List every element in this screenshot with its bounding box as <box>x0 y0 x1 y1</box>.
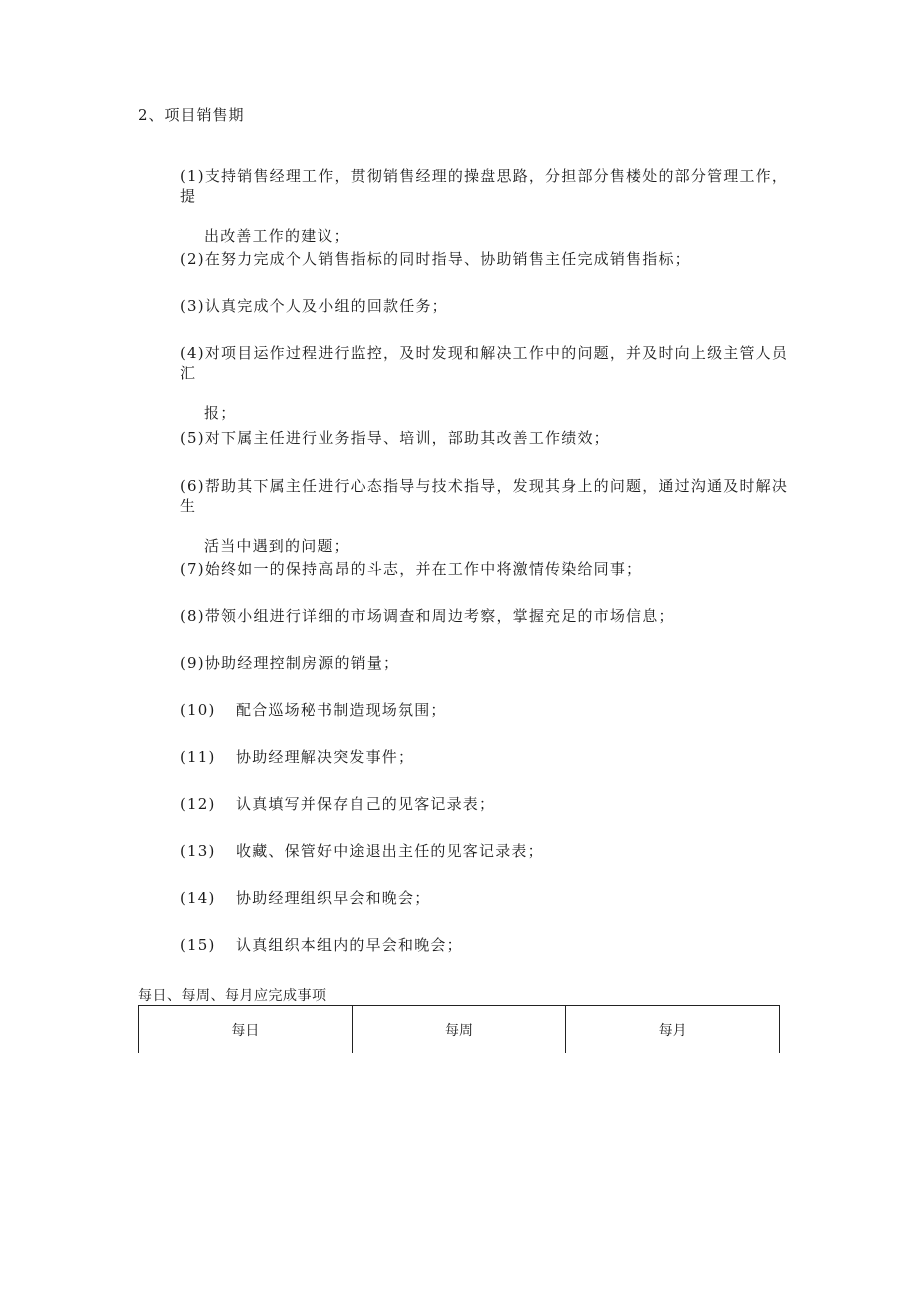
item-text: 协助经理解决突发事件； <box>236 748 415 766</box>
list-item <box>180 428 790 448</box>
item-number: (13) <box>180 842 216 860</box>
tasks-table <box>138 1005 780 1053</box>
item-text: 认真组织本组内的早会和晚会； <box>236 936 463 954</box>
table-header-monthly: 每月 <box>658 1022 687 1039</box>
list-item <box>180 606 790 626</box>
item-number: (6) <box>180 477 205 495</box>
list-item <box>180 841 790 861</box>
item-text: 配合巡场秘书制造现场氛围； <box>236 701 447 719</box>
list-item <box>180 888 790 908</box>
item-number: (10) <box>180 701 216 719</box>
item-number: (8) <box>180 607 205 625</box>
item-text: 帮助其下属主任进行心态指导与技术指导，发现其身上的问题，通过沟通及时解决生 <box>180 477 789 515</box>
item-number: (7) <box>180 560 205 578</box>
list-item <box>180 343 790 423</box>
item-text: 在努力完成个人销售指标的同时指导、协助销售主任完成销售指标； <box>204 250 691 268</box>
list-item <box>180 296 790 316</box>
item-number: (15) <box>180 936 216 954</box>
item-number: (5) <box>180 429 205 447</box>
item-text-continued: 活当中遇到的问题； <box>204 537 350 555</box>
list-item <box>180 653 790 673</box>
item-text: 认真填写并保存自己的见客记录表； <box>236 795 496 813</box>
list-item <box>180 747 790 767</box>
section-heading: 2、项目销售期 <box>138 106 245 124</box>
item-text: 认真完成个人及小组的回款任务； <box>204 297 448 315</box>
item-number: (9) <box>180 654 205 672</box>
item-text: 支持销售经理工作，贯彻销售经理的操盘思路，分担部分售楼处的部分管理工作，提 <box>180 167 789 205</box>
list-item <box>180 559 790 579</box>
item-number: (4) <box>180 344 205 362</box>
item-text: 协助经理控制房源的销量； <box>204 654 400 672</box>
list-item <box>180 935 790 955</box>
item-text-continued: 报； <box>204 404 237 422</box>
item-text-continued: 出改善工作的建议； <box>204 227 350 245</box>
item-text: 对项目运作过程进行监控，及时发现和解决工作中的问题，并及时向上级主管人员汇 <box>180 344 789 382</box>
item-number: (11) <box>180 748 216 766</box>
item-number: (3) <box>180 297 205 315</box>
item-number: (14) <box>180 889 216 907</box>
item-text: 始终如一的保持高昂的斗志，并在工作中将激情传染给同事； <box>204 560 643 578</box>
list-item <box>180 700 790 720</box>
table-caption: 每日、每周、每月应完成事项 <box>138 988 327 1004</box>
list-item <box>180 249 790 269</box>
item-number: (12) <box>180 795 216 813</box>
item-text: 对下属主任进行业务指导、培训，部助其改善工作绩效； <box>204 429 610 447</box>
item-text: 协助经理组织早会和晚会； <box>236 889 431 907</box>
table-header-daily: 每日 <box>139 1006 353 1053</box>
item-number: (1) <box>180 167 205 185</box>
table-header-weekly: 每周 <box>353 1006 567 1053</box>
item-text: 带领小组进行详细的市场调查和周边考察，掌握充足的市场信息； <box>204 607 675 625</box>
item-number: (2) <box>180 250 205 268</box>
list-item <box>180 476 790 556</box>
item-text: 收藏、保管好中途退出主任的见客记录表； <box>236 842 544 860</box>
list-item <box>180 166 790 246</box>
list-item <box>180 794 790 814</box>
